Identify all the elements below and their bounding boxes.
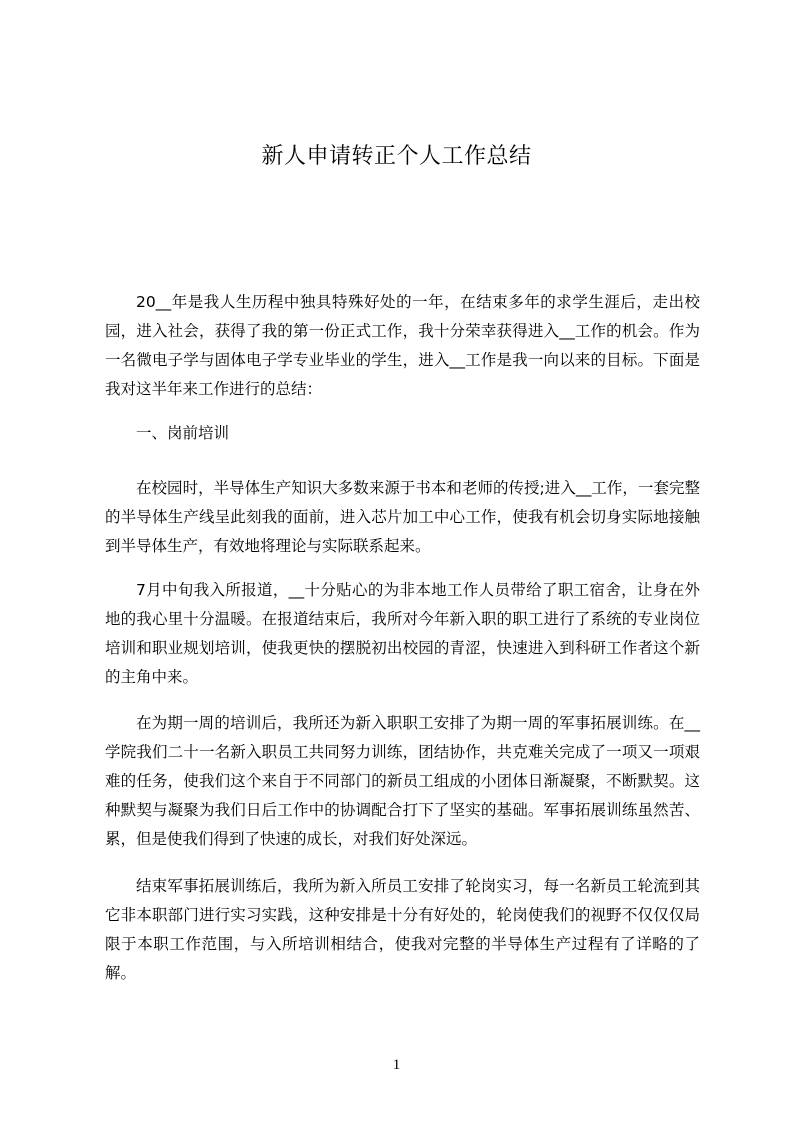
section-heading: 一、岗前培训 [136,424,230,442]
paragraph-training: 在为期一周的培训后，我所还为新入职职工安排了为期一周的军事拓展训练。在__学院我们二十一名新入职员工共同努力训练，团结协作，共克难关完成了一项又一项艰难的任务，使我们这个来自于不同部门的新员工组成的小团体日渐凝聚，不断默契。这种默契与凝聚为我们日后工作中的协调配合打下了坚实的基础。军事拓展训练虽然苦、累，但是使我们得到了快速的成长，对我们好处深远。 [105,714,700,848]
page-number: 1 [392,1057,401,1073]
paragraph-july: 7月中旬我入所报道，__十分贴心的为非本地工作人员带给了职工宿舍，让身在外地的我心里十分温暖。在报道结束后，我所对今年新入职的职工进行了系统的专业岗位培训和职业规划培训，使我更快的摆脱初出校园的青涩，快速进入到科研工作者这个新的主角中来。 [105,581,700,686]
paragraph-rotation: 结束军事拓展训练后，我所为新入所员工安排了轮岗实习，每一名新员工轮流到其它非本职部门进行实习实践，这种安排是十分有好处的，轮岗使我们的视野不仅仅仅局限于本职工作范围，与入所培训相结合，使我对完整的半导体生产过程有了详略的了解。 [105,877,700,982]
paragraph-intro: 20__年是我人生历程中独具特殊好处的一年，在结束多年的求学生涯后，走出校园，进入社会，获得了我的第一份正式工作，我十分荣幸获得进入__工作的机会。作为一名微电子学与固体电子学专业毕业的学生，进入__工作是我一向以来的目标。下面是我对这半年来工作进行的总结： [105,293,700,398]
paragraph-campus: 在校园时，半导体生产知识大多数来源于书本和老师的传授;进入__工作，一套完整的半导体生产线呈此刻我的面前，进入芯片加工中心工作，使我有机会切身实际地接触到半导体生产，有效地将理论与实际联系起来。 [105,479,700,555]
document-title: 新人申请转正个人工作总结 [261,144,532,169]
